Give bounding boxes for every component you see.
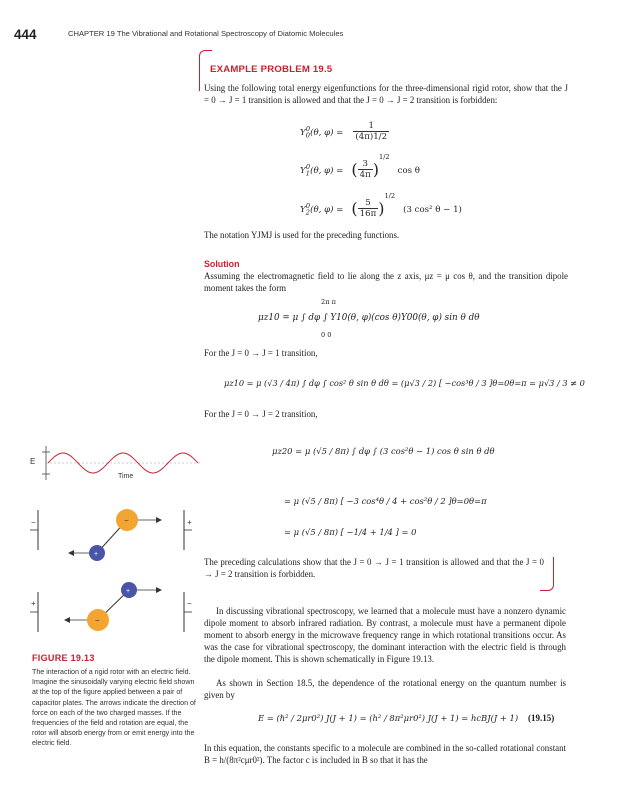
force-arrowhead-orange-bottom <box>64 617 70 623</box>
eq3b-j2-evaluation: = μ (√5 / 8π) [ −3 cos⁴θ / 4 + cos²θ / 2 ]θ=0θ=π <box>284 496 487 506</box>
figure-label: FIGURE 19.13 <box>32 653 95 663</box>
y00-denominator: (4π)1/2 <box>355 132 388 142</box>
orange-mass-bottom-sign: − <box>95 616 100 625</box>
y00-lhs: $Y_0^0(\theta$, φ) = <box>300 125 344 140</box>
solution-p2: For the J = 0 → J = 1 transition, <box>204 348 318 358</box>
figure-caption: The interaction of a rigid rotor with an electric field. Imagine the sinusoidally varying electric field shown at the top of the figure applied between a pair of capacitor plates. The arrows indicate the direction of force on each of the two charged masses. If the frequencies of the field and rotation are equal, the rotor will absorb energy from or emit energy into the electric field. <box>32 668 196 748</box>
orange-mass-top-sign: − <box>124 516 129 525</box>
example-intro: Using the following total energy eigenfunctions for the three-dimensional rigid rotor, show that the J = 0 → J = 1 transition is allowed and that the J = 0 → J = 2 transition is forbidden: <box>204 83 568 105</box>
force-arrowhead-orange-top <box>156 517 162 523</box>
y20-rhs: (3 cos² θ − 1) <box>403 205 462 215</box>
blue-mass-top-sign: + <box>94 551 99 558</box>
eq1-dipole-integral: μz10 = μ ∫ dφ ∫ Y10(θ, φ)(cos θ)Y00(θ, φ) sin θ dθ <box>258 313 480 323</box>
y00-numerator: 1 <box>353 121 389 132</box>
y10-frac-num: 3 <box>358 159 373 170</box>
solution-p3: For the J = 0 → J = 2 transition, <box>204 409 318 419</box>
equation-19-15: E = (ℏ² / 2μr0²) J(J + 1) = (h² / 8π²μr0²) J(J + 1) = hcBJ(J + 1) <box>258 713 519 723</box>
solution-heading: Solution <box>204 259 240 269</box>
equation-y20: $Y_2^0(\theta$, φ) = ( $\frac{5}{16\pi}$ )$^{1/2}$ (3 cos² θ − 1) <box>300 192 462 219</box>
time-axis-label: Time <box>118 473 134 480</box>
example-frame-end <box>540 557 554 591</box>
plate-left-bottom-sign: + <box>31 599 36 608</box>
plate-right-bottom-sign: − <box>187 599 192 608</box>
notation-line: The notation YJMJ is used for the preceding functions. <box>204 230 400 240</box>
equation-y00 <box>300 121 389 142</box>
body-para-2: As shown in Section 18.5, the dependence of the rotational energy on the quantum number is given by <box>204 678 566 700</box>
y20-exponent: 1/2 <box>384 192 396 200</box>
eq1-upper-limits: 2π π <box>321 298 336 306</box>
y10-exponent: 1/2 <box>379 153 390 161</box>
figure-19-13 <box>28 440 204 650</box>
solution-conclusion: The preceding calculations show that the J = 0 → J = 1 transition is allowed and that the J = 0 → J = 2 transition is forbidden. <box>204 557 544 579</box>
example-title: EXAMPLE PROBLEM 19.5 <box>210 64 333 75</box>
page-number: 444 <box>14 27 37 42</box>
y20-frac-den: 16π <box>359 208 377 219</box>
eq1-lower-limits: 0 0 <box>321 331 332 339</box>
eq3c-j2-result: = μ (√5 / 8π) [ −1/4 + 1/4 ] = 0 <box>284 527 417 537</box>
y20-frac-num: 5 <box>358 198 379 209</box>
blue-mass-bottom-sign: + <box>126 588 131 595</box>
e-axis-label: E <box>30 457 36 466</box>
body-para-3: In this equation, the constants specific to a molecule are combined in the so-called rotational constant B = h/(8π²cμr0²). The factor c is included in B so that it has the <box>204 743 566 765</box>
plate-left-top-sign: − <box>31 518 36 527</box>
force-arrowhead-blue-bottom <box>156 587 162 593</box>
y10-lhs: $Y_1^0(\theta$, φ) = <box>300 163 344 178</box>
equation-y10: $Y_1^0(\theta$, φ) = ( $\frac{3}{4\pi}$ )$^{1/2}$ cos θ <box>300 153 420 180</box>
plate-right-top-sign: + <box>187 518 192 527</box>
y10-frac-den: 4π <box>359 169 371 180</box>
solution-p1: Assuming the electromagnetic field to lie along the z axis, μz = μ cos θ, and the transition dipole moment takes the form <box>204 271 568 293</box>
eq3a-j2-transition: μz20 = μ (√5 / 8π) ∫ dφ ∫ (3 cos²θ − 1) cos θ sin θ dθ <box>272 446 495 456</box>
body-para-1: In discussing vibrational spectroscopy, we learned that a molecule must have a nonzero dynamic dipole moment to absorb infrared radiation. By contrast, a molecule must have a permanent dipole moment to absorb energy in the microwave frequency range in which rotational transitions occur. As was the case for vibrational spectroscopy, the dominant interaction with the electric field is through the dipole moment. This is shown schematically in Figure 19.13. <box>204 606 566 664</box>
y10-rhs: cos θ <box>397 166 420 176</box>
eq2-j1-transition: μz10 = μ (√3 / 4π) ∫ dφ ∫ cos² θ sin θ dθ = (μ√3 / 2) [ −cos³θ / 3 ]θ=0θ=π = μ√3 / 3 ≠ 0 <box>224 378 585 388</box>
force-arrowhead-blue-top <box>68 550 74 556</box>
y20-lhs: $Y_2^0(\theta$, φ) = <box>300 202 344 217</box>
equation-number-19-15: (19.15) <box>528 713 555 723</box>
running-head: CHAPTER 19 The Vibrational and Rotational Spectroscopy of Diatomic Molecules <box>68 29 344 38</box>
